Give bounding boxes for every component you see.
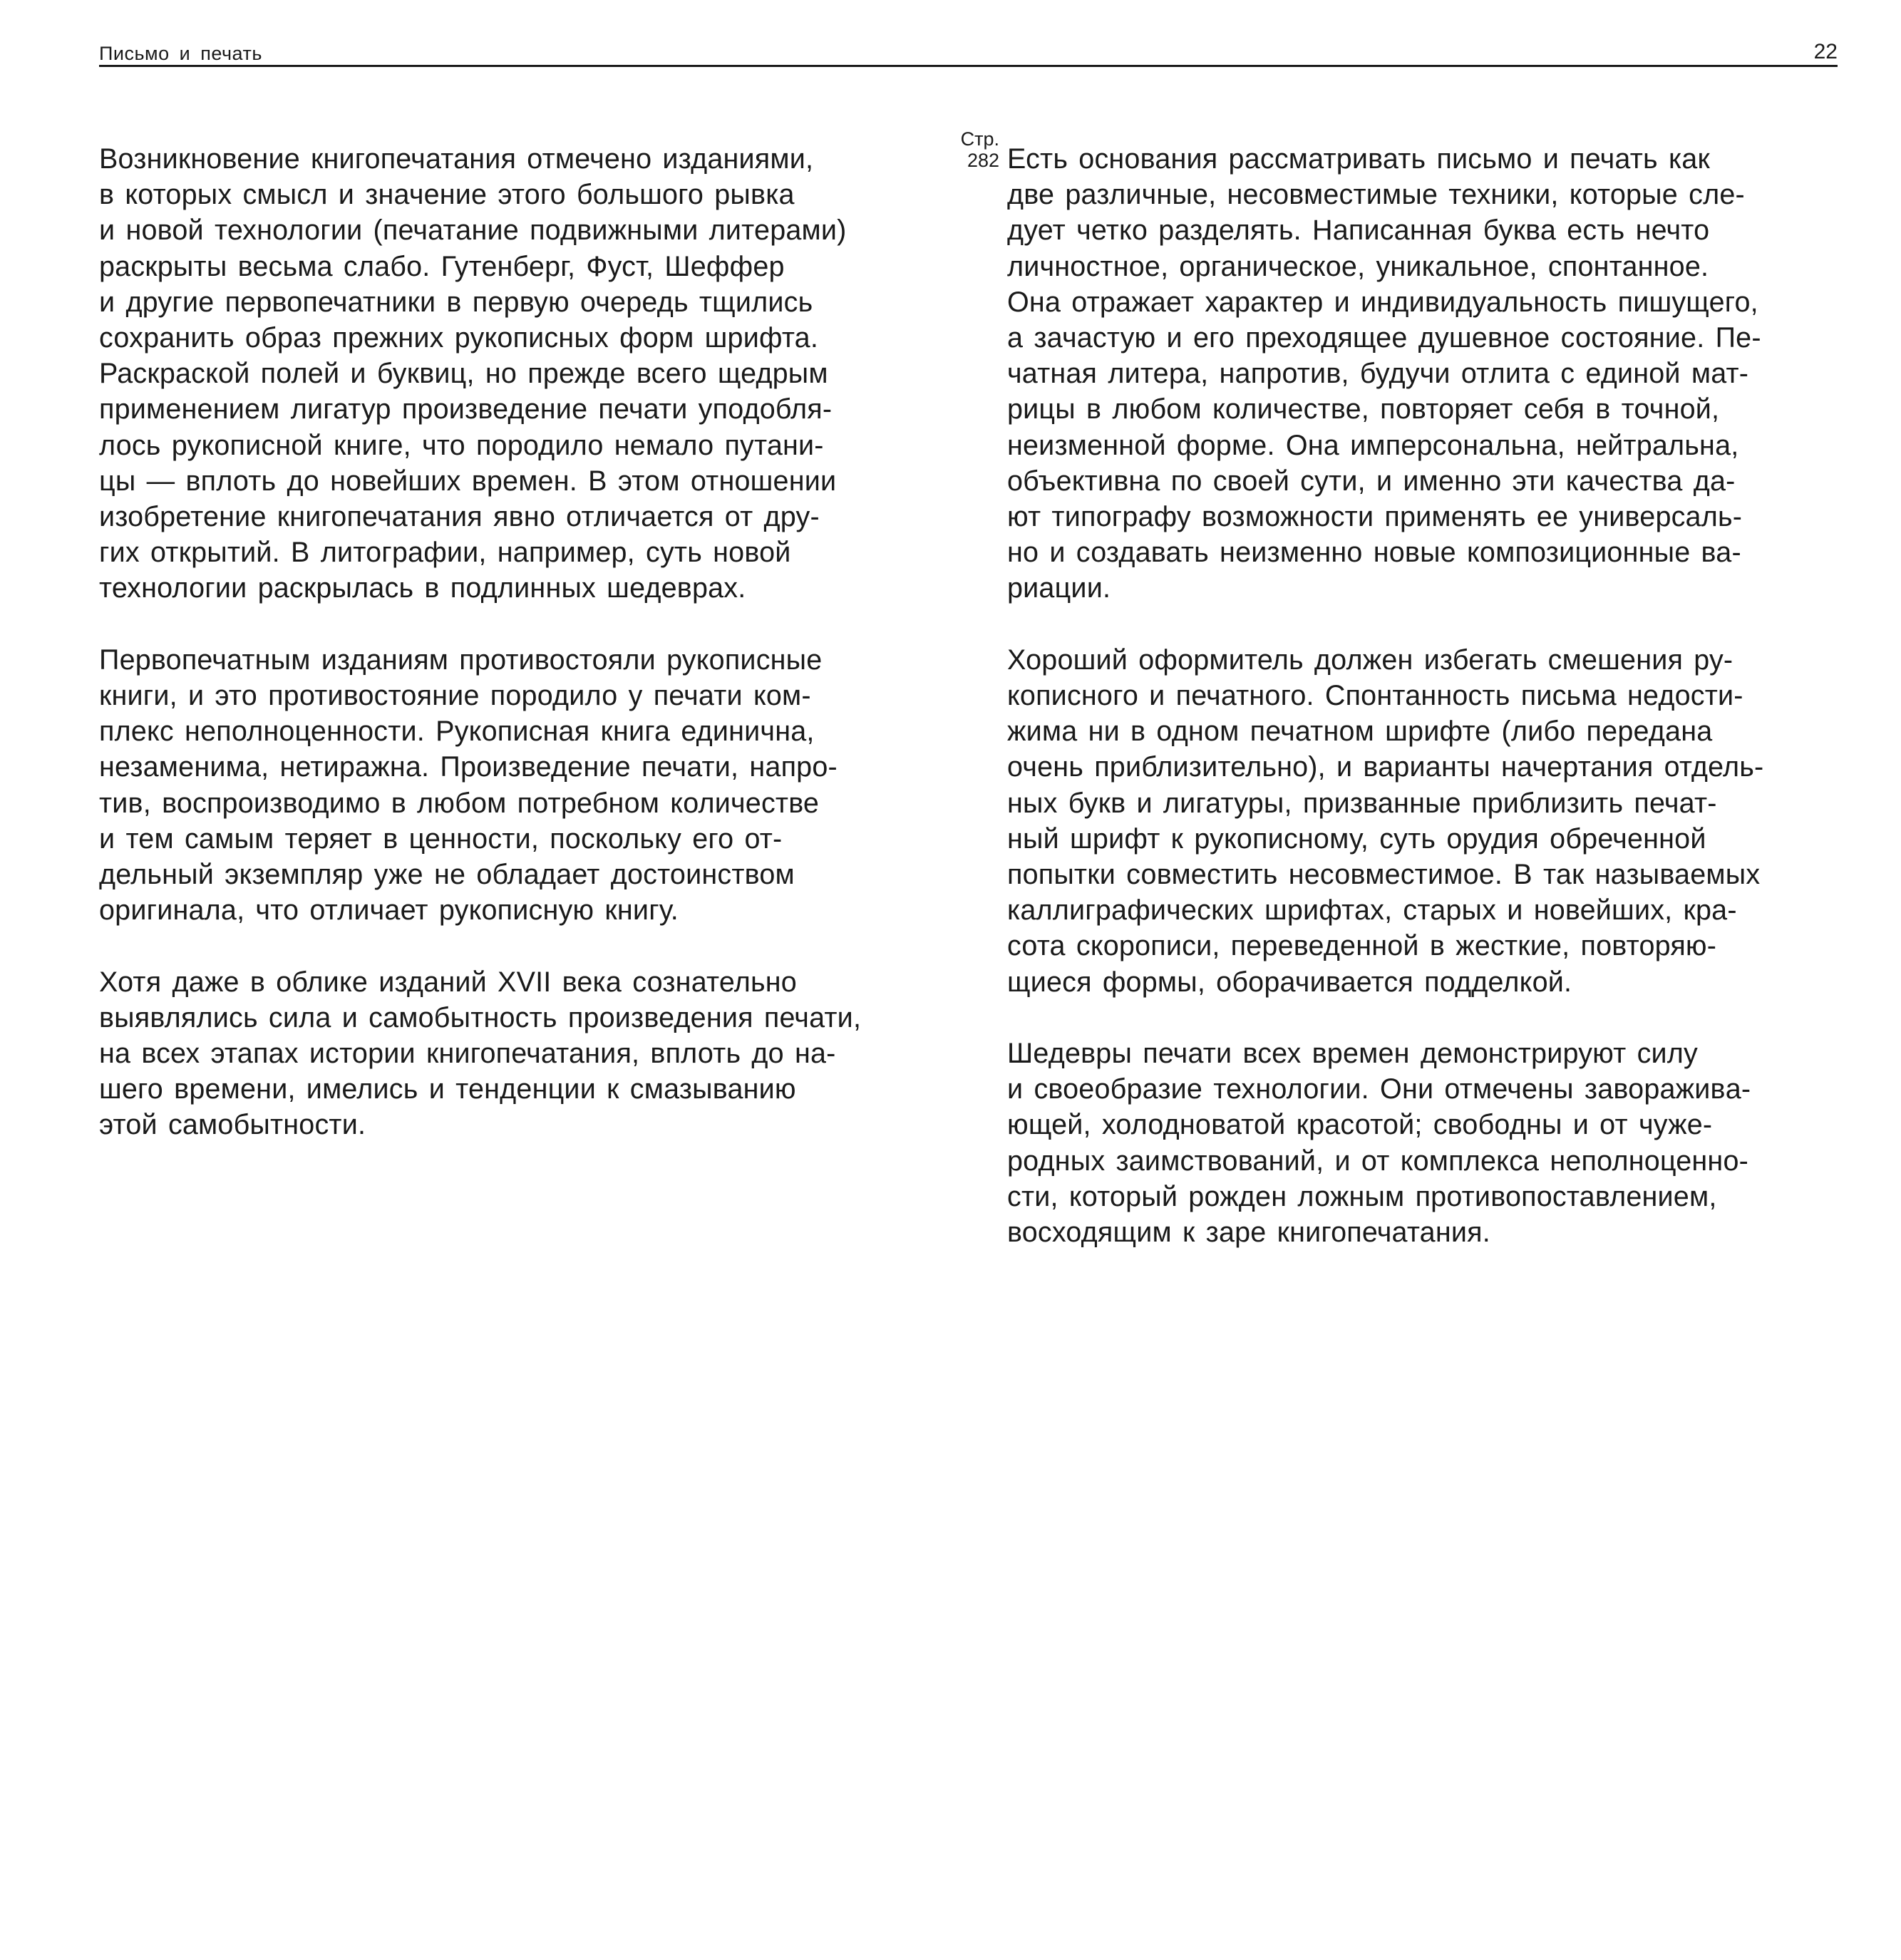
- text-line: рицы в любом количестве, повторяет себя в точной,: [1007, 393, 1720, 425]
- text-line: тив, воспроизводимо в любом потребном количестве: [99, 787, 820, 819]
- text-line: оригинала, что отличает рукописную книгу.: [99, 894, 679, 927]
- text-line: сти, который рожден ложным противопоставлением,: [1007, 1180, 1717, 1212]
- text-line: Хотя даже в облике изданий XVII века сознательно: [99, 966, 797, 998]
- text-line: цы — вплоть до новейших времен. В этом отношении: [99, 465, 837, 497]
- text-line: плекс неполноценности. Рукописная книга единична,: [99, 716, 815, 748]
- text-line: шего времени, имелись и тенденции к смазыванию: [99, 1073, 796, 1105]
- text-line: этой самобытности.: [99, 1109, 366, 1141]
- text-line: незаменима, нетиражна. Произведение печати, напро-: [99, 751, 838, 783]
- text-line: применением лигатур произведение печати уподобля-: [99, 393, 833, 425]
- paragraph: [1007, 141, 1863, 607]
- paragraph: [99, 141, 954, 607]
- margin-page-reference: [955, 128, 999, 171]
- text-line: и тем самым теряет в ценности, поскольку его от-: [99, 822, 783, 855]
- text-line: Первопечатным изданиям противостояли рукописные: [99, 644, 823, 676]
- text-line: Возникновение книгопечатания отмечено изданиями,: [99, 143, 814, 175]
- text-line: и своеобразие технологии. Они отмечены завораживa-: [1007, 1073, 1751, 1105]
- text-line: ющей, холодноватой красотой; свободны и от чуже-: [1007, 1109, 1713, 1141]
- paragraph: [99, 964, 954, 1143]
- margin-note-label: Стр.: [960, 128, 999, 150]
- text-line: объективна по своей сути, и именно эти качества да-: [1007, 465, 1736, 497]
- text-line: жима ни в одном печатном шрифте (либо передана: [1007, 716, 1713, 748]
- text-line: Раскраской полей и буквиц, но прежде всего щедрым: [99, 358, 828, 390]
- paragraph: [1007, 642, 1863, 1000]
- text-line: каллиграфических шрифтах, старых и новейших, кра-: [1007, 894, 1737, 927]
- text-line: попытки совместить несовместимое. В так называемых: [1007, 859, 1761, 891]
- text-line: технологии раскрылась в подлинных шедеврах.: [99, 572, 746, 604]
- text-line: Шедевры печати всех времен демонстрируют силу: [1007, 1038, 1698, 1070]
- text-line: Есть основания рассматривать письмо и печать как: [1007, 143, 1710, 175]
- text-line: дует четко разделять. Написанная буква есть нечто: [1007, 215, 1710, 247]
- text-line: щиеся формы, оборачивается подделкой.: [1007, 966, 1572, 998]
- text-line: личностное, органическое, уникальное, спонтанное.: [1007, 250, 1709, 282]
- text-line: родных заимствований, и от комплекса неполноценно-: [1007, 1145, 1748, 1177]
- right-column: [1007, 141, 1863, 1286]
- left-column: [99, 141, 954, 1179]
- text-line: раскрыты весьма слабо. Гутенберг, Фуст, Шеффер: [99, 250, 785, 282]
- text-line: сохранить образ прежних рукописных форм шрифта.: [99, 322, 819, 354]
- text-line: кописного и печатного. Спонтанность письма недости-: [1007, 680, 1743, 712]
- text-line: а зачастую и его преходящее душевное состояние. Пе-: [1007, 322, 1761, 354]
- text-line: очень приблизительно), и варианты начертания отдель-: [1007, 751, 1764, 783]
- text-line: в которых смысл и значение этого большого рывка: [99, 179, 795, 211]
- text-line: изобретение книгопечатания явно отличается от дру-: [99, 501, 820, 533]
- text-line: чатная литера, напротив, будучи отлита с единой мат-: [1007, 358, 1749, 390]
- text-line: Она отражает характер и индивидуальность пишущего,: [1007, 286, 1758, 318]
- running-title: Письмо и печать: [99, 43, 262, 64]
- text-line: риации.: [1007, 572, 1111, 604]
- text-line: неизменной форме. Она имперсональна, нейтральна,: [1007, 429, 1739, 461]
- text-line: гих открытий. В литографии, например, суть новой: [99, 537, 791, 569]
- running-head: [99, 41, 1838, 67]
- text-line: ных букв и лигатуры, призванные приблизить печат-: [1007, 787, 1717, 819]
- text-line: восходящим к заре книгопечатания.: [1007, 1217, 1490, 1249]
- text-line: дельный экземпляр уже не обладает достоинством: [99, 859, 795, 891]
- text-line: на всех этапах истории книгопечатания, вплоть до на-: [99, 1038, 836, 1070]
- text-line: и новой технологии (печатание подвижными литерами): [99, 215, 847, 247]
- text-line: сота скорописи, переведенной в жесткие, повторяю-: [1007, 930, 1717, 962]
- paragraph: [99, 642, 954, 929]
- page-number: 22: [1813, 40, 1838, 63]
- text-line: и другие первопечатники в первую очередь тщились: [99, 286, 813, 318]
- text-line: ный шрифт к рукописному, суть орудия обреченной: [1007, 822, 1706, 855]
- margin-note-page-ref: 282: [967, 150, 999, 171]
- text-line: книги, и это противостояние породило у печати ком-: [99, 680, 811, 712]
- text-line: выявлялись сила и самобытность произведения печати,: [99, 1001, 862, 1033]
- text-line: ют типографу возможности применять ее универсаль-: [1007, 501, 1743, 533]
- text-line: лось рукописной книге, что породило немало путани-: [99, 429, 824, 461]
- paragraph: [1007, 1036, 1863, 1250]
- text-line: но и создавать неизменно новые композиционные ва-: [1007, 537, 1741, 569]
- text-line: Хороший оформитель должен избегать смешения ру-: [1007, 644, 1733, 676]
- text-line: две различные, несовместимые техники, которые сле-: [1007, 179, 1745, 211]
